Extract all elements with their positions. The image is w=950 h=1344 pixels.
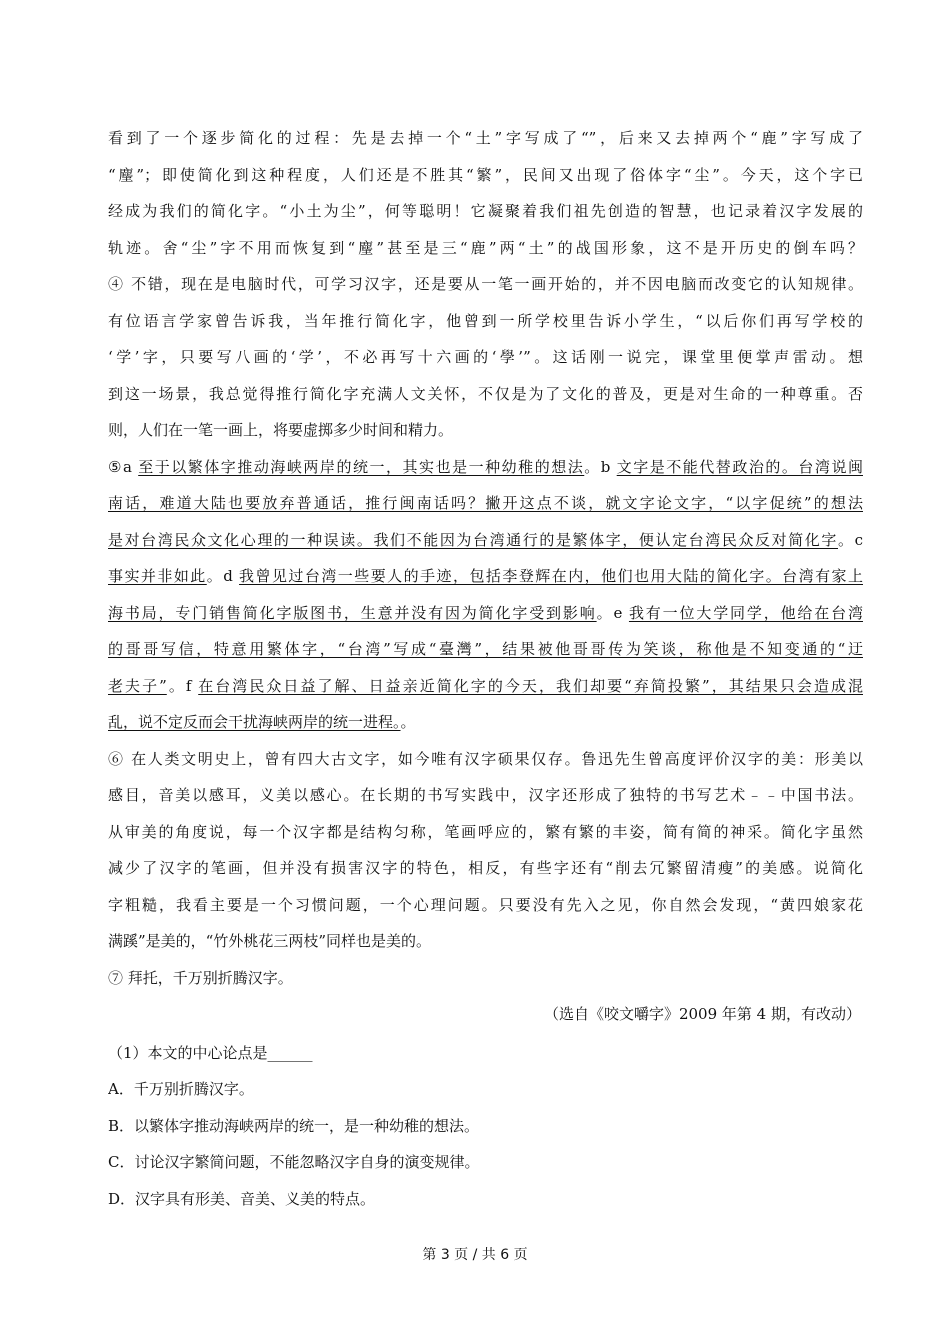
document-page <box>108 120 863 1217</box>
sentence-marker: 。e <box>596 603 629 622</box>
text-line <box>108 704 863 741</box>
underlined-sentence: 是对台湾民众文化心理的一种误读。我们不能因为台湾通行的是繁体字，便认定台湾民众反对简化字 <box>108 530 838 549</box>
paragraph-3 <box>108 120 863 266</box>
page-footer: 第 3 页 / 共 6 页 <box>422 1247 528 1263</box>
underlined-sentence: 文字是不能代替政治的。台湾说闽 <box>616 457 863 476</box>
underlined-sentence: 南话，难道大陆也要放弃普通话，推行闽南话吗？撇开这点不谈，就文字论文字，“以字促统”的想法 <box>108 494 863 512</box>
text-line: 轨迹。舍“尘”字不用而恢复到“麈”甚至是三“鹿”两“土”的战国形象，这不是开历史的倒车吗？ <box>108 238 863 257</box>
option-b[interactable]: B．以繁体字推动海峡两岸的统一，是一种幼稚的想法。 <box>108 1116 480 1135</box>
text-line: 则，人们在一笔一画上，将要虚掷多少时间和精力。 <box>108 421 454 439</box>
text-line: 到这一场景，我总觉得推行简化字充满人文关怀，不仅是为了文化的普及，更是对生命的一种尊重。否 <box>108 384 863 403</box>
underlined-sentence: 乱，说不定反而会干扰海峡两岸的统一进程。 <box>108 713 401 731</box>
sentence-marker: a <box>122 457 139 476</box>
text-line: “麈”；即使简化到这种程度，人们还是不胜其“繁”，民间又出现了俗体字“尘”。今天，这个字已 <box>108 165 863 184</box>
text-line <box>108 631 863 668</box>
underlined-sentence: 的哥哥写信，特意用繁体字，“台湾”写成“臺灣”，结果被他哥哥传为笑谈，称他是不知变通的“迂 <box>108 640 863 658</box>
underlined-sentence: 我有一位大学同学，他给在台湾 <box>628 603 863 622</box>
text-line <box>108 558 863 595</box>
option-a[interactable]: A．千万别折腾汉字。 <box>108 1080 254 1098</box>
text-line <box>108 485 863 522</box>
sentence-marker: 。c <box>838 530 863 549</box>
text-line: ⑥ 在人类文明史上，曾有四大古文字，如今唯有汉字硕果仅存。鲁迅先生曾高度评价汉字的美：形美以 <box>108 749 863 768</box>
underlined-sentence: 海书局，专门销售简化字版图书，生意并没有因为简化字受到影响 <box>108 603 597 622</box>
option-d[interactable]: D．汉字具有形美、音美、义美的特点。 <box>108 1189 376 1208</box>
sentence-marker: 。d <box>206 567 240 585</box>
text-line: 经成为我们的简化字。“小土为尘”，何等聪明！它凝聚着我们祖先创造的智慧，也记录着汉字发展的 <box>108 202 863 220</box>
paragraph-number: ⑤ <box>108 457 123 476</box>
text-line: 从审美的角度说，每一个汉字都是结构匀称，笔画呼应的，繁有繁的丰姿，简有简的神采。简化字虽然 <box>108 822 863 841</box>
underlined-sentence: 至于以繁体字推动海峡两岸的统一，其实也是一种幼稚的想法 <box>138 457 585 476</box>
text-line: 减少了汉字的笔画，但并没有损害汉字的特色，相反，有些字还有“削去冗繁留清瘦”的美感。说简化 <box>108 859 863 877</box>
text-line <box>108 595 863 632</box>
underlined-sentence: 在台湾民众日益了解、日益亲近简化字的今天，我们却要“弃简投繁”，其结果只会造成混 <box>198 676 863 695</box>
text-line: 有位语言学家曾告诉我，当年推行简化字，他曾到一所学校里告诉小学生，“以后你们再写学校的 <box>108 311 863 330</box>
text-line: 字粗糙，我看主要是一个习惯问题，一个心理问题。只要没有先入之见，你自然会发现，“黄四娘家花 <box>108 895 863 914</box>
paragraph-4 <box>108 266 863 449</box>
text-line: 感目，音美以感耳，义美以感心。在长期的书写实践中，汉字还形成了独特的书写艺术﹣﹣中国书法。 <box>108 786 863 804</box>
text-line: ‘学’字，只要写八画的‘学’，不必再写十六画的‘學’”。这话刚一说完，课堂里便掌声雷动。想 <box>108 348 863 366</box>
sentence-marker: 。b <box>584 457 617 476</box>
text-line <box>108 522 863 559</box>
option-c[interactable]: C．讨论汉字繁简问题，不能忽略汉字自身的演变规律。 <box>108 1153 480 1171</box>
sentence-marker: 。f <box>166 676 199 695</box>
source-citation: （选自《咬文嚼字》2009 年第 4 期，有改动） <box>543 1005 861 1023</box>
text-line <box>108 449 863 486</box>
text-line: ④ 不错，现在是电脑时代，可学习汉字，还是要从一笔一画开始的，并不因电脑而改变它的认知规律。 <box>108 275 863 293</box>
sentence-end: 。 <box>400 713 416 731</box>
text-line: 看到了一个逐步简化的过程：先是去掉一个“土”字写成了“”，后来又去掉两个“鹿”字写成了 <box>108 129 863 147</box>
paragraph-5 <box>108 449 863 741</box>
question-stem: （1）本文的中心论点是______ <box>108 1043 313 1062</box>
underlined-sentence: 老夫子” <box>108 676 167 695</box>
text-line: 满蹊”是美的，“竹外桃花三两枝”同样也是美的。 <box>108 932 432 950</box>
underlined-sentence: 我曾见过台湾一些要人的手迹，包括李登辉在内，他们也用大陆的简化字。台湾有家上 <box>239 567 863 585</box>
underlined-sentence: 事实并非如此 <box>108 567 207 585</box>
paragraph-6 <box>108 741 863 960</box>
paragraph-7: ⑦ 拜托，千万别折腾汉字。 <box>108 968 293 987</box>
text-line <box>108 668 863 705</box>
